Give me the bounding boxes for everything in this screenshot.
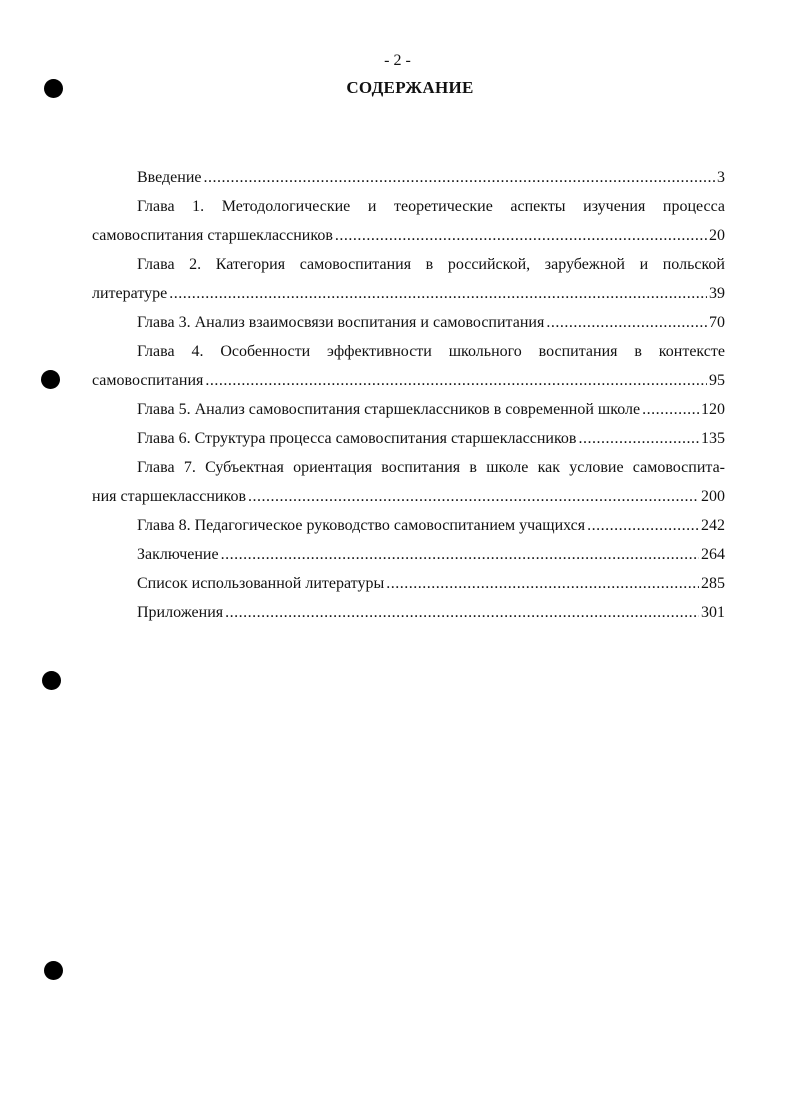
toc-entry-text: Глава 3. Анализ взаимосвязи воспитания и самовоспитания	[137, 314, 545, 331]
binder-hole-1	[44, 79, 63, 98]
toc-entry-text-continued: самовоспитания старшеклассников	[92, 227, 333, 244]
toc-entry-text: Глава 6. Структура процесса самовоспитания старшеклассников	[137, 430, 577, 447]
toc-entry-chapter-2[interactable]	[92, 250, 725, 308]
toc-page-number: 70	[709, 314, 725, 331]
toc-page-number: 301	[701, 604, 725, 621]
toc-entry-text: Глава 8. Педагогическое руководство самовоспитанием учащихся	[137, 517, 586, 534]
toc-page-number: 20	[709, 227, 725, 244]
dot-leader	[248, 489, 699, 505]
toc-page-number: 242	[701, 517, 725, 534]
binder-hole-4	[44, 961, 63, 980]
toc-entry-text: Приложения	[137, 604, 224, 621]
binder-hole-2	[41, 370, 60, 389]
toc-entry-appendix[interactable]	[92, 598, 725, 627]
table-of-contents	[92, 163, 725, 627]
toc-entry-chapter-6[interactable]	[92, 424, 725, 453]
toc-entry-conclusion[interactable]	[92, 540, 725, 569]
toc-entry-chapter-4[interactable]	[92, 337, 725, 395]
toc-page-number: 120	[701, 401, 725, 418]
toc-entry-text: Список использованной литературы	[137, 575, 385, 592]
dot-leader	[578, 431, 699, 447]
toc-page-number: 200	[701, 488, 725, 505]
toc-page-number: 3	[717, 169, 725, 186]
toc-entry-text: Глава 2. Категория самовоспитания в российской, зарубежной и польской	[137, 256, 725, 273]
dot-leader	[386, 576, 699, 592]
dot-leader	[587, 518, 699, 534]
dot-leader	[205, 373, 707, 389]
dot-leader	[546, 315, 707, 331]
toc-page-number: 39	[709, 285, 725, 302]
toc-entry-text: Глава 1. Методологические и теоретические аспекты изучения процесса	[137, 198, 725, 215]
toc-entry-text-continued: ния старшеклассников	[92, 488, 246, 505]
toc-page-number: 264	[701, 546, 725, 563]
binder-hole-3	[42, 671, 61, 690]
toc-entry-text-continued: литературе	[92, 285, 168, 302]
toc-entry-text: Заключение	[137, 546, 219, 563]
dot-leader	[221, 547, 699, 563]
toc-entry-intro[interactable]	[92, 163, 725, 192]
dot-leader	[169, 286, 707, 302]
toc-page-number: 135	[701, 430, 725, 447]
toc-page-number: 285	[701, 575, 725, 592]
dot-leader	[335, 228, 707, 244]
dot-leader	[204, 170, 716, 186]
toc-entry-chapter-5[interactable]	[92, 395, 725, 424]
toc-page-number: 95	[709, 372, 725, 389]
dot-leader	[225, 605, 699, 621]
toc-entry-references[interactable]	[92, 569, 725, 598]
toc-entry-text: Глава 7. Субъектная ориентация воспитания в школе как условие самовоспита-	[137, 459, 725, 476]
toc-entry-chapter-7[interactable]	[92, 453, 725, 511]
toc-entry-text-continued: самовоспитания	[92, 372, 204, 389]
toc-entry-text: Введение	[137, 169, 202, 186]
toc-entry-chapter-8[interactable]	[92, 511, 725, 540]
toc-entry-chapter-1[interactable]	[92, 192, 725, 250]
toc-entry-text: Глава 4. Особенности эффективности школьного воспитания в контексте	[137, 343, 725, 360]
page-title: СОДЕРЖАНИЕ	[346, 78, 474, 97]
toc-entry-text: Глава 5. Анализ самовоспитания старшеклассников в современной школе	[137, 401, 641, 418]
page-number: - 2 -	[384, 52, 411, 69]
dot-leader	[642, 402, 699, 418]
toc-entry-chapter-3[interactable]	[92, 308, 725, 337]
